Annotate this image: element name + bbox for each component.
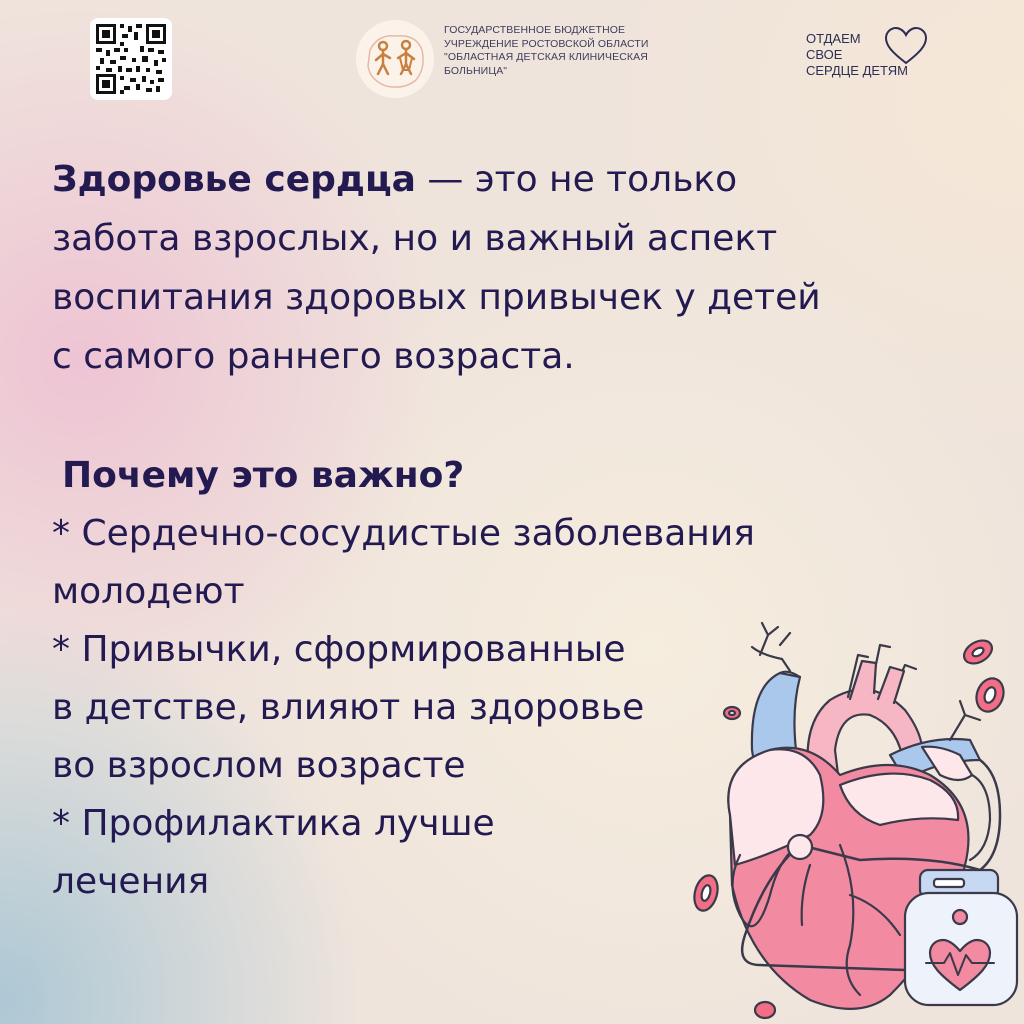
heart-outline-icon [883, 26, 929, 66]
org-line-3: "ОБЛАСТНАЯ ДЕТСКАЯ КЛИНИЧЕСКАЯ [444, 51, 648, 63]
point-line-3: * Привычки, сформированные [52, 629, 626, 670]
intro-line-3: воспитания здоровых привычек у детей [52, 277, 821, 318]
point-line-6: * Профилактика лучше [52, 803, 495, 844]
slogan-line-1: ОТДАЕМ [806, 31, 861, 46]
intro-line-1-rest: — это не только [415, 159, 738, 200]
intro-line-1 [52, 150, 952, 209]
org-line-4: БОЛЬНИЦА" [444, 64, 508, 77]
slogan-line-2: СВОЕ [806, 47, 843, 62]
organization-name [444, 24, 724, 78]
qr-pattern [96, 24, 166, 94]
intro-paragraph [52, 150, 952, 386]
point-line-4: в детстве, влияют на здоровье [52, 687, 645, 728]
anatomical-heart-icon [690, 615, 1024, 1024]
qr-code-icon[interactable] [90, 18, 172, 100]
org-line-1: ГОСУДАРСТВЕННОЕ БЮДЖЕТНОЕ [444, 24, 626, 36]
why-heading: Почему это важно? [62, 455, 465, 496]
point-line-7: лечения [52, 861, 210, 902]
point-line-1: * Сердечно-сосудистые заболевания [52, 513, 755, 554]
intro-line-2: забота взрослых, но и важный аспект [52, 218, 778, 259]
children-logo-icon [356, 20, 434, 98]
org-line-2: УЧРЕЖДЕНИЕ РОСТОВСКОЙ ОБЛАСТИ [444, 37, 649, 50]
point-line-2: молодеют [52, 571, 245, 612]
why-points [52, 505, 755, 911]
intro-line-4: с самого раннего возраста. [52, 336, 575, 377]
slogan-line-3: СЕРДЦЕ ДЕТЯМ [806, 63, 908, 78]
point-line-5: во взрослом возрасте [52, 745, 466, 786]
intro-bold-phrase: Здоровье сердца [52, 159, 416, 200]
